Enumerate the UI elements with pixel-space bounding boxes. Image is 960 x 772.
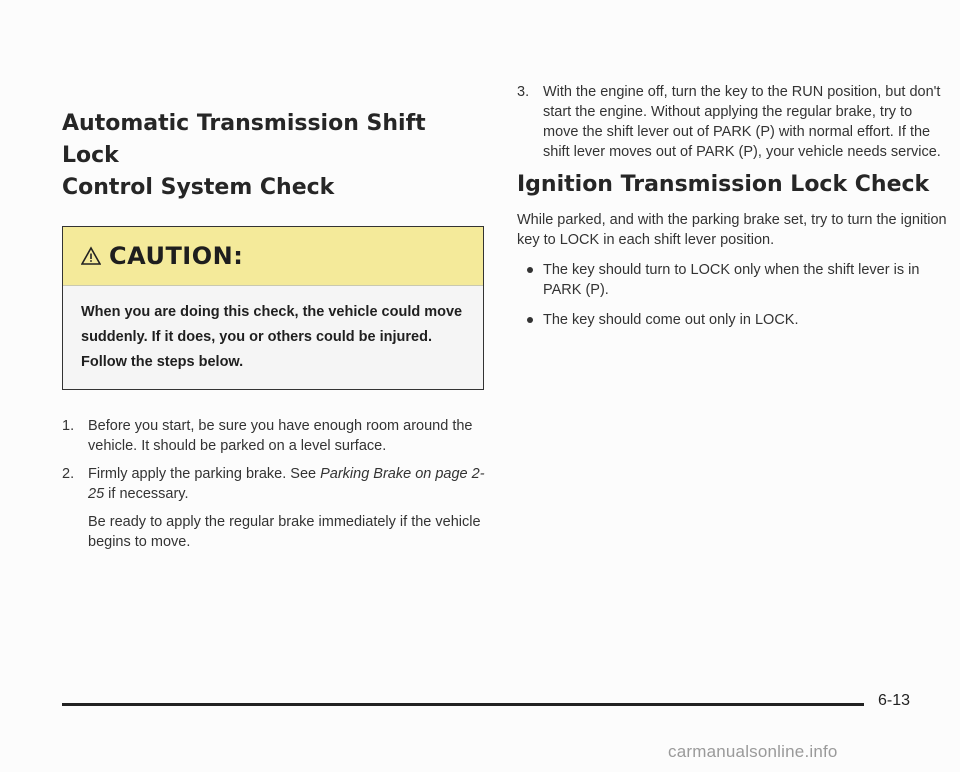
footer-divider [62, 703, 864, 706]
step-2-note: Be ready to apply the regular brake immediately if the vehicle begins to move. [88, 514, 481, 550]
section-title [62, 108, 486, 204]
step-2-number: 2. [62, 466, 75, 482]
step-2 [62, 464, 486, 504]
steps-list [62, 416, 486, 504]
caution-header [63, 227, 483, 286]
step-2-text: Firmly apply the parking brake. See [88, 466, 321, 482]
left-column [62, 108, 486, 552]
bullet-icon [527, 317, 533, 323]
step-1-number: 1. [62, 418, 75, 434]
step-2-text-end: if necessary. [104, 486, 189, 502]
parking-brake-reference: Parking Brake on page 2-25 [88, 466, 485, 502]
bullet-item [517, 260, 947, 300]
page-number: 6-13 [878, 692, 911, 709]
bullet-text: The key should turn to LOCK only when the shift lever is in PARK (P). [543, 262, 920, 298]
ignition-lock-bullets [517, 260, 947, 330]
section-title-line1: Automatic Transmission Shift Lock [62, 111, 426, 168]
section-title-line2: Control System Check [62, 175, 335, 200]
caution-box [62, 226, 484, 390]
bullet-item [517, 310, 947, 330]
caution-text: When you are doing this check, the vehicle could move suddenly. If it does, you or others could be injured. Follow the steps below. [81, 304, 463, 370]
bullet-icon [527, 267, 533, 273]
steps-list-continued [517, 82, 947, 162]
right-column [517, 82, 947, 340]
step-3-number: 3. [517, 84, 530, 100]
watermark: carmanualsonline.info [668, 742, 838, 761]
step-1-text: Before you start, be sure you have enough room around the vehicle. It should be parked on a level surface. [88, 418, 473, 454]
bullet-text: The key should come out only in LOCK. [543, 312, 799, 328]
step-1 [62, 416, 486, 456]
step-3-text: With the engine off, turn the key to the RUN position, but don't start the engine. Without applying the regular brake, try to move the shift lever out of PARK (P) with normal effort. If the shift lever moves out of PARK (P), your vehicle needs service. [543, 84, 941, 160]
caution-title: CAUTION: [109, 242, 244, 270]
ignition-lock-intro: While parked, and with the parking brake set, try to turn the ignition key to LOCK in each shift lever position. [517, 212, 947, 248]
ignition-lock-title: Ignition Transmission Lock Check [517, 172, 930, 197]
warning-triangle-icon [81, 246, 101, 266]
step-3 [517, 82, 947, 162]
